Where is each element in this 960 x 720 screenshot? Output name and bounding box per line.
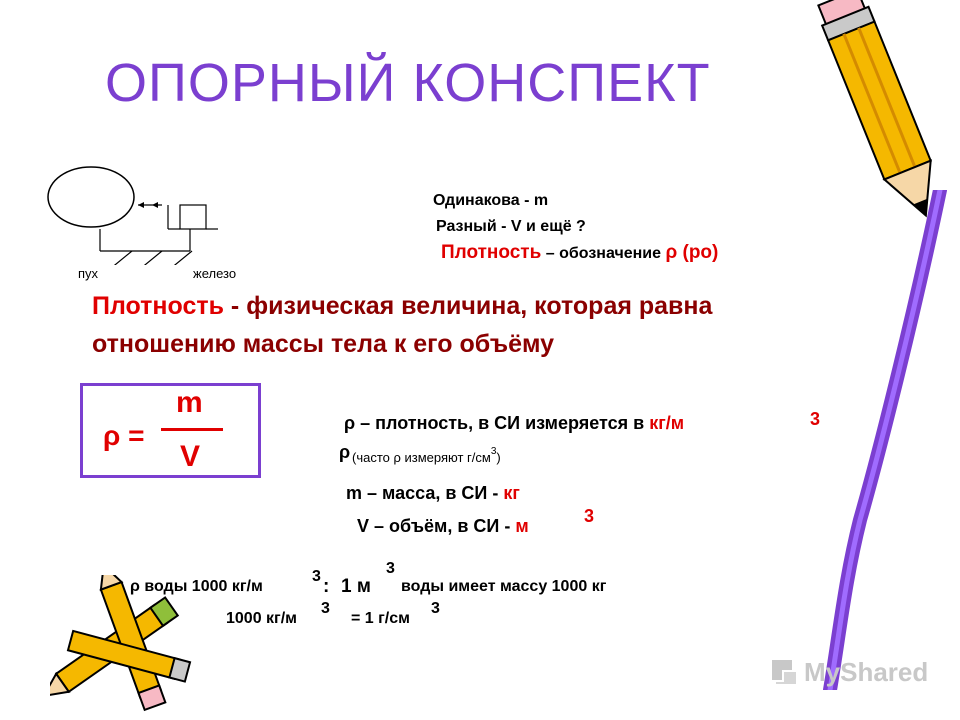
volume-definition-text: V – объём, в СИ - (357, 516, 516, 536)
formula-denominator: V (180, 440, 201, 473)
rho-ro: ρ (ро) (665, 242, 719, 263)
density-notation-line (441, 242, 718, 264)
one-cubic-meter: 1 м (341, 576, 371, 597)
definition-word: Плотность (92, 292, 224, 320)
label-iron: железо (193, 266, 237, 281)
definition-rest: - физическая величина, которая равна (223, 292, 713, 320)
definition-line-1 (92, 292, 712, 321)
myshared-watermark (768, 656, 928, 688)
water-mass-text: воды имеет массу 1000 кг (401, 578, 607, 595)
fraction-bar (161, 428, 223, 431)
rho-note (352, 446, 501, 465)
conversion-right: = 1 г/см (351, 610, 410, 627)
water-density: ρ воды 1000 кг/м (130, 578, 263, 595)
conversion-right-exp: 3 (431, 600, 440, 617)
conversion-left: 1000 кг/м (226, 610, 297, 627)
notation-text: – обозначение (541, 245, 666, 262)
purple-curve-decoration (820, 190, 960, 690)
mass-unit: кг (503, 483, 520, 503)
balance-scale-diagram (40, 165, 230, 265)
myshared-logo-icon (768, 656, 800, 688)
myshared-text: MyShared (804, 656, 929, 687)
label-down: пух (78, 266, 99, 281)
volume-unit: м (515, 516, 529, 536)
rho-note-text: (часто ρ измеряют г/см (352, 450, 491, 465)
mass-definition (346, 483, 520, 504)
pencil-illustration (800, 0, 960, 235)
mass-definition-text: m – масса, в СИ - (346, 483, 504, 503)
definition-line-2: отношению массы тела к его объёму (92, 330, 555, 358)
page-title: ОПОРНЫЙ КОНСПЕКТ (105, 53, 711, 113)
volume-unit-exponent: 3 (584, 506, 595, 526)
rho-unit-exponent: 3 (810, 409, 821, 429)
conversion-left-exp: 3 (321, 600, 330, 617)
fact-different-volume: Разный - V и ещё ? (436, 218, 586, 235)
volume-definition (357, 516, 529, 537)
water-density-exp: 3 (312, 568, 321, 585)
rho-note-symbol: ρ (339, 442, 351, 462)
rho-definition (344, 413, 684, 434)
density-word: Плотность (441, 242, 542, 263)
rho-unit: кг/м (649, 413, 685, 433)
pencils-illustration (50, 575, 200, 720)
one-cubic-meter-exp: 3 (386, 560, 395, 577)
rho-note-close: ) (496, 450, 501, 465)
rho-definition-text: ρ – плотность, в СИ измеряется в (344, 413, 650, 433)
fact-same-mass: Одинакова - m (433, 192, 549, 209)
formula-lhs: ρ = (103, 420, 145, 451)
rho-note-exp: 3 (490, 446, 497, 457)
example-colon: : (323, 576, 330, 597)
formula-numerator: m (176, 386, 203, 419)
